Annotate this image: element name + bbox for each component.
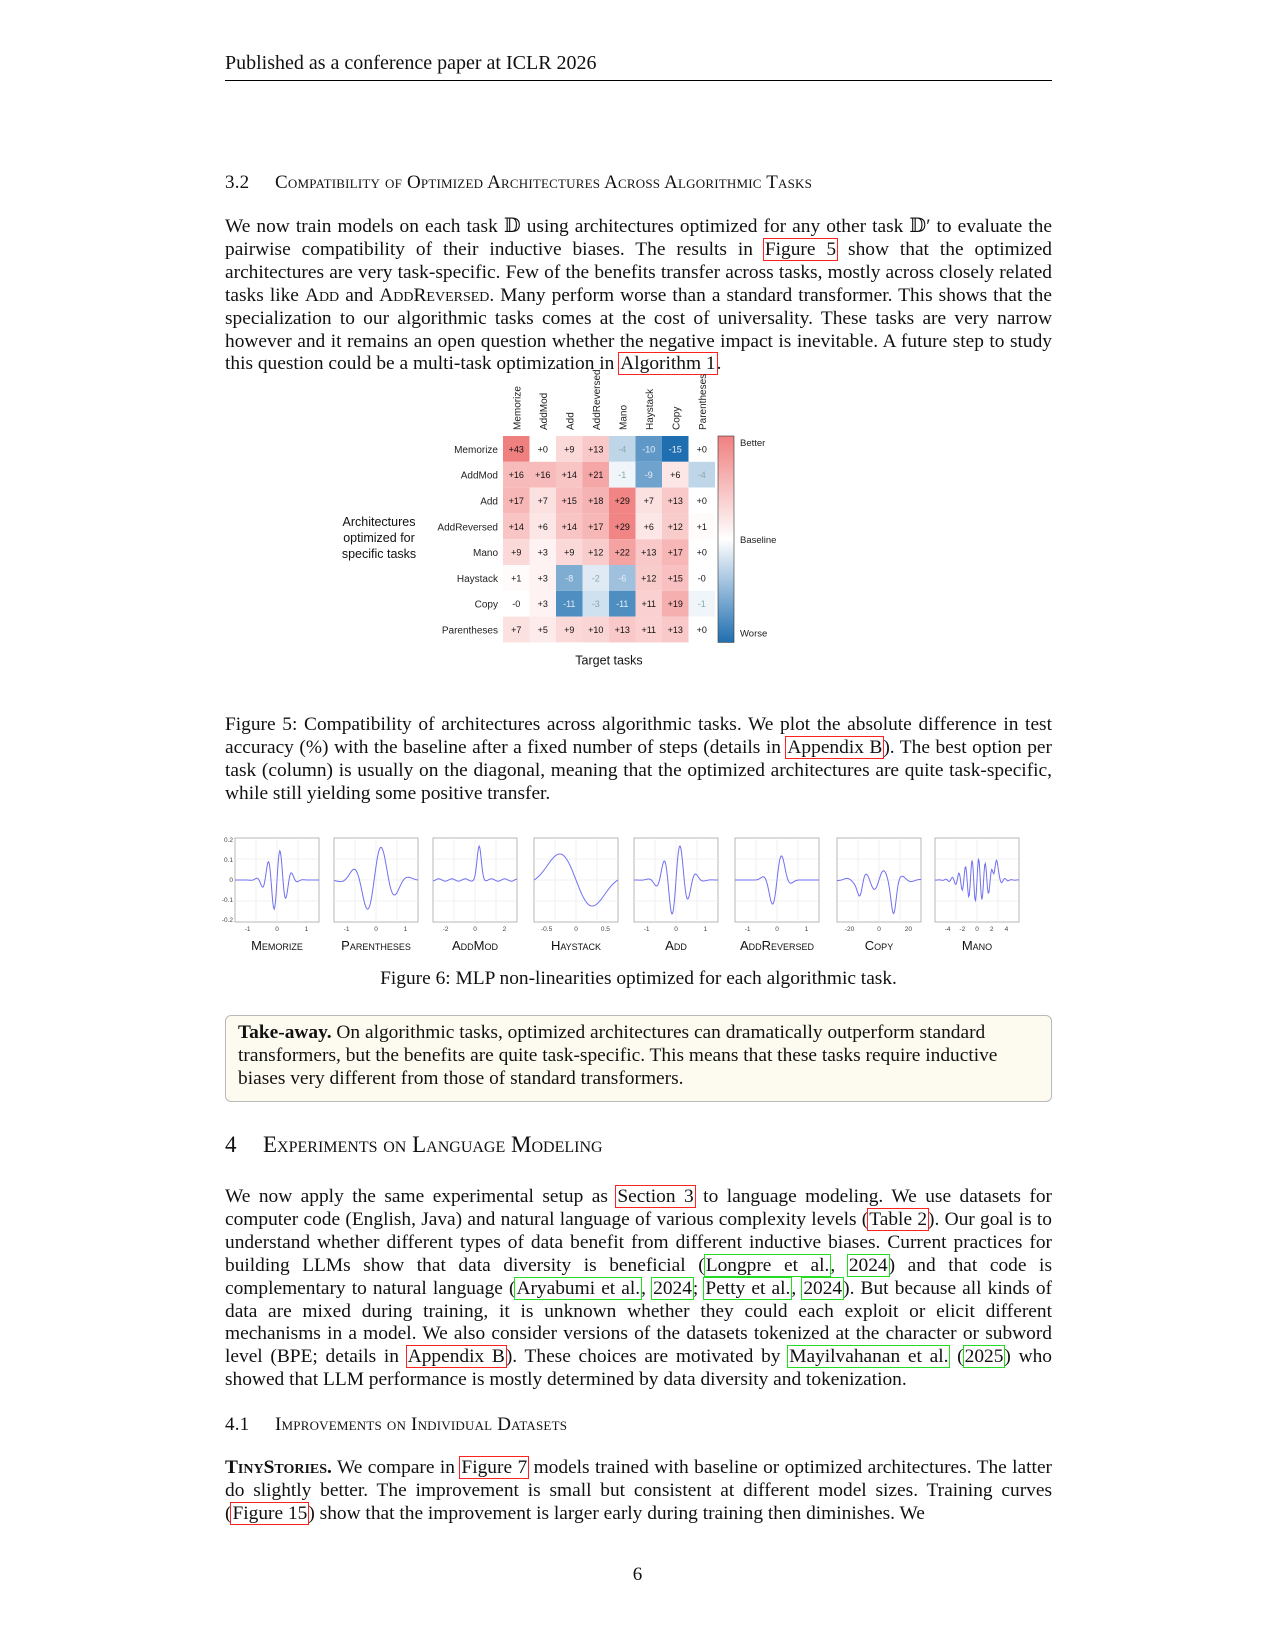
cell-label: +9 xyxy=(564,444,575,455)
cell-label: +9 xyxy=(564,625,575,635)
cell-label: +0 xyxy=(696,496,707,506)
nonlinearity-panel xyxy=(534,838,618,953)
y-tick-label: 0 xyxy=(229,877,233,884)
x-tick-label: -0.5 xyxy=(540,926,553,933)
x-tick-label: -1 xyxy=(744,926,751,933)
cite-petty[interactable]: Petty et al. xyxy=(705,1277,791,1299)
takeaway-text: On algorithmic tasks, optimized architectures can dramatically outperform standard transformers, but the benefits are quite task-specific. This means that these tasks require inductive biases very different from those of standard transformers. xyxy=(238,1022,998,1089)
link-appendix-b-2[interactable]: Appendix B xyxy=(407,1346,505,1368)
panel-label: Haystack xyxy=(550,938,602,953)
x-tick-label: 0 xyxy=(374,926,378,933)
section-number: 3.2 xyxy=(225,172,250,193)
cell-label: +43 xyxy=(508,444,524,455)
text: and xyxy=(339,284,380,306)
cell-label: +18 xyxy=(588,496,604,506)
x-tick-label: 1 xyxy=(703,926,708,933)
section-title: Experiments on Language Modeling xyxy=(263,1132,603,1157)
text: ). These choices are motivated by xyxy=(505,1346,789,1368)
cell-label: -1 xyxy=(618,470,627,481)
nonlinearity-panel xyxy=(235,838,319,953)
text: show that the optimized architectures are very task-specific. Few of the benefits transfer across tasks, mostly across closely related tasks like xyxy=(225,238,1052,306)
row-group-label: optimized for xyxy=(343,531,415,545)
cell-label: -10 xyxy=(642,444,656,455)
row-group-label: Architectures xyxy=(342,515,416,529)
cell-label: +0 xyxy=(696,444,707,455)
x-tick-label: -2 xyxy=(442,926,449,933)
text: to language modeling. We use datasets for computer code (English, Java) and natural language of various complexity levels ( xyxy=(225,1186,1052,1230)
cell-label: +19 xyxy=(667,599,683,610)
cell-label: +5 xyxy=(537,625,548,635)
panel-label: Mano xyxy=(961,938,993,953)
cell-label: -0 xyxy=(512,599,521,610)
link-section-3[interactable]: Section 3 xyxy=(617,1186,694,1207)
panel-label: AddReversed xyxy=(739,938,815,953)
section-3-2-heading xyxy=(225,172,812,194)
cell-label: +13 xyxy=(667,625,683,635)
panel-label: AddMod xyxy=(452,938,498,953)
column-header: AddReversed xyxy=(591,369,603,430)
cell-label: +11 xyxy=(641,599,657,610)
cell-label: -15 xyxy=(668,444,682,455)
cell-label: +29 xyxy=(614,521,630,532)
cell-label: +1 xyxy=(696,521,707,532)
cell-label: +17 xyxy=(508,496,524,506)
column-header: Add xyxy=(565,412,577,430)
nonlinearity-panel xyxy=(935,838,1019,953)
section-title: Improvements on Individual Datasets xyxy=(275,1414,568,1435)
tinystories-lead: TinyStories. xyxy=(225,1457,332,1478)
text: models trained with baseline or optimized architectures. The latter do slightly better. The improvement is small but consistent at different model sizes. Training curves ( xyxy=(225,1457,1053,1524)
figure-5-heatmap xyxy=(340,369,840,698)
cell-label: +0 xyxy=(696,547,707,558)
cell-label: -11 xyxy=(563,599,576,610)
cell-label: +3 xyxy=(537,573,548,584)
cell-label: +3 xyxy=(537,547,548,558)
section-number: 4 xyxy=(225,1132,237,1157)
task-addreversed: AddReversed xyxy=(379,284,490,306)
link-algorithm-1[interactable]: Algorithm 1 xyxy=(620,353,716,375)
cell-label: -6 xyxy=(618,573,627,584)
panel-label: Parentheses xyxy=(341,938,411,953)
section-4-heading xyxy=(225,1132,603,1158)
colorbar xyxy=(718,436,734,642)
cell-label: +14 xyxy=(561,470,577,481)
cell-label: +10 xyxy=(588,625,604,635)
x-tick-label: 0 xyxy=(674,926,678,933)
cite-aryabumi[interactable]: Aryabumi et al. xyxy=(516,1277,641,1299)
nonlinearity-panel xyxy=(837,838,921,953)
cell-label: -4 xyxy=(697,470,706,481)
cite-longpre[interactable]: Longpre et al. xyxy=(705,1254,830,1276)
cell-label: +12 xyxy=(588,547,604,558)
cell-label: +15 xyxy=(667,573,683,584)
link-figure-5[interactable]: Figure 5 xyxy=(764,238,837,260)
x-tick-label: -4 xyxy=(944,926,951,933)
panel-label: Memorize xyxy=(251,938,303,953)
column-header: Haystack xyxy=(644,388,656,430)
column-header: Parentheses xyxy=(697,373,709,430)
cite-mayilvahanan-year[interactable]: 2025 xyxy=(964,1346,1004,1368)
cell-label: +12 xyxy=(641,573,657,584)
text: . Many perform worse than a standard transformer. This shows that the specialization to our algorithmic tasks comes at the cost of universality. These tasks are very narrow however and it remains an open question whether the negative impact is inevitable. A future step to study this question could be a multi-task optimization in xyxy=(225,284,1052,375)
column-header: Memorize xyxy=(512,386,524,430)
cell-label: +15 xyxy=(561,496,577,506)
x-tick-label: 0 xyxy=(877,926,881,933)
section-title: Compatibility of Optimized Architectures Across Algorithmic Tasks xyxy=(275,172,813,193)
cell-label: -0 xyxy=(697,573,706,584)
row-label: Mano xyxy=(472,548,498,560)
row-label: Copy xyxy=(474,599,498,611)
y-tick-label: 0.1 xyxy=(223,857,233,864)
x-tick-label: 1 xyxy=(304,926,309,933)
cite-petty-year[interactable]: 2024 xyxy=(803,1277,843,1299)
text: ) and that code is complementary to natural language ( xyxy=(225,1254,1052,1299)
text: , xyxy=(830,1254,848,1276)
cell-label: -8 xyxy=(565,573,574,584)
row-label: Parentheses xyxy=(441,625,498,637)
link-appendix-b[interactable]: Appendix B xyxy=(787,736,883,758)
x-tick-label: -1 xyxy=(643,926,650,933)
x-tick-label: 2 xyxy=(502,926,507,933)
colorbar-label: Better xyxy=(740,438,766,449)
cell-label: +7 xyxy=(511,625,522,635)
cell-label: +16 xyxy=(535,470,551,481)
link-figure-7[interactable]: Figure 7 xyxy=(461,1457,528,1478)
x-tick-label: -20 xyxy=(844,926,855,933)
row-label: AddMod xyxy=(460,470,498,482)
cell-label: +13 xyxy=(667,496,683,506)
cell-label: +14 xyxy=(561,521,577,532)
text: ). Our goal is to understand whether different types of data benefit from different inductive biases. Current practices for building LLMs show that data diversity is beneficial ( xyxy=(225,1208,1052,1276)
colorbar-label: Worse xyxy=(740,628,768,640)
section-4-1-heading xyxy=(225,1414,567,1436)
y-tick-label: -0.2 xyxy=(221,917,233,924)
section-number: 4.1 xyxy=(225,1414,250,1435)
takeaway-box xyxy=(225,1015,1052,1102)
cell-label: -9 xyxy=(644,470,653,481)
row-label: Memorize xyxy=(454,444,498,456)
cell-label: +13 xyxy=(588,444,604,455)
x-tick-label: 1 xyxy=(804,926,809,933)
cell-label: +7 xyxy=(537,496,548,506)
cell-label: +3 xyxy=(537,599,548,610)
x-tick-label: 0 xyxy=(775,926,779,933)
text: ) show that the improvement is larger early during training then diminishes. We xyxy=(308,1502,925,1524)
text: We now train models on each task 𝔻 using architectures optimized for any other task 𝔻′ to evaluate the pairwise compatibility of their inductive biases. The results in xyxy=(225,216,1052,260)
row-label: Add xyxy=(480,496,498,508)
x-tick-label: 4 xyxy=(1004,926,1009,933)
x-tick-label: -2 xyxy=(959,926,966,933)
cell-label: +0 xyxy=(537,444,548,455)
nonlinearity-panel xyxy=(634,838,718,953)
text: , xyxy=(641,1277,653,1299)
cell-label: +22 xyxy=(614,547,630,558)
cell-label: +6 xyxy=(670,470,681,481)
column-header: AddMod xyxy=(538,392,550,430)
x-tick-label: 2 xyxy=(989,926,994,933)
cell-label: +29 xyxy=(614,496,630,506)
figure-6-caption: Figure 6: MLP non-linearities optimized for each algorithmic task. xyxy=(380,968,897,989)
task-add: Add xyxy=(304,284,340,306)
cell-label: -4 xyxy=(618,444,627,455)
cite-aryabumi-year[interactable]: 2024 xyxy=(653,1277,692,1299)
cell-label: +17 xyxy=(667,547,683,558)
cell-label: -2 xyxy=(591,573,600,584)
nonlinearity-panel xyxy=(735,838,819,953)
x-tick-label: 0.5 xyxy=(600,926,610,933)
x-tick-label: 1 xyxy=(403,926,408,933)
paragraph-language-modeling xyxy=(225,1186,1052,1392)
page-number: 6 xyxy=(632,1564,643,1585)
cell-label: +21 xyxy=(588,470,604,481)
x-tick-label: 0 xyxy=(574,926,578,933)
cell-label: +9 xyxy=(511,547,522,558)
cell-label: +1 xyxy=(511,573,522,584)
cell-label: -1 xyxy=(697,599,706,610)
cell-label: +0 xyxy=(696,625,707,635)
colorbar-label: Baseline xyxy=(740,535,777,547)
cell-label: +17 xyxy=(588,521,604,532)
text: ) who showed that LLM performance is mostly determined by data diversity and tokenization. xyxy=(225,1346,1052,1391)
figure-5-caption xyxy=(225,714,1052,806)
x-tick-label: 20 xyxy=(904,926,913,933)
x-tick-label: 0 xyxy=(975,926,979,933)
text: We compare in xyxy=(331,1457,461,1478)
x-tick-label: 0 xyxy=(275,926,279,933)
nonlinearity-panel xyxy=(334,838,418,953)
text: ). But because all kinds of data are mixed during training, it is unknown whether they could each exploit or elicit different mechanisms in a model. We also consider versions of the datasets tokenized at the character or subword level (BPE; details in xyxy=(225,1277,1052,1368)
text: We now apply the same experimental setup as xyxy=(225,1186,617,1207)
text: ; xyxy=(692,1277,705,1299)
cell-label: +7 xyxy=(643,496,654,506)
y-tick-label: 0.2 xyxy=(223,837,233,844)
cell-label: +6 xyxy=(643,521,654,532)
cell-label: +13 xyxy=(641,547,657,558)
cell-label: +13 xyxy=(614,625,630,635)
text: . xyxy=(716,353,722,375)
cell-label: +6 xyxy=(537,521,548,532)
row-label: AddReversed xyxy=(437,522,498,534)
panel-label: Add xyxy=(665,938,687,953)
link-table-2[interactable]: Table 2 xyxy=(869,1208,928,1230)
cell-label: +12 xyxy=(667,521,683,532)
cell-label: -3 xyxy=(591,599,600,610)
row-group-label: specific tasks xyxy=(341,547,417,561)
running-header: Published as a conference paper at ICLR 2026 xyxy=(225,52,1052,81)
x-tick-label: 0 xyxy=(473,926,477,933)
cell-label: +16 xyxy=(508,470,524,481)
cite-mayilvahanan[interactable]: Mayilvahanan et al. xyxy=(789,1346,949,1368)
panel-label: Copy xyxy=(864,938,894,953)
nonlinearity-panel xyxy=(433,838,517,953)
x-tick-label: -1 xyxy=(244,926,251,933)
cell-label: +11 xyxy=(641,625,657,635)
text: Figure 5: Compatibility of architectures across algorithmic tasks. We plot the absolute difference in test accuracy (%) with the baseline after a fixed number of steps (details in xyxy=(225,714,1052,758)
row-label: Haystack xyxy=(456,573,498,585)
y-tick-label: -0.1 xyxy=(221,897,233,904)
cell-label: +9 xyxy=(564,547,575,558)
text: ( xyxy=(949,1346,964,1368)
paragraph-tinystories xyxy=(225,1457,1052,1526)
cell-label: -11 xyxy=(616,599,629,610)
column-header: Copy xyxy=(671,406,683,430)
cell-label: +14 xyxy=(508,521,524,532)
figure-6-nonlinearities xyxy=(221,828,1052,958)
takeaway-title: Take-away. xyxy=(238,1022,332,1043)
link-figure-15[interactable]: Figure 15 xyxy=(232,1502,308,1524)
cite-longpre-year[interactable]: 2024 xyxy=(848,1254,888,1276)
x-axis-label: Target tasks xyxy=(575,653,643,668)
x-tick-label: -1 xyxy=(343,926,350,933)
text: ). The best option per task (column) is usually on the diagonal, meaning that the optimized architectures are quite task-specific, while still yielding some positive transfer. xyxy=(225,736,1052,804)
column-header: Mano xyxy=(618,404,630,430)
text: , xyxy=(791,1277,803,1299)
paragraph-compatibility xyxy=(225,216,1052,376)
